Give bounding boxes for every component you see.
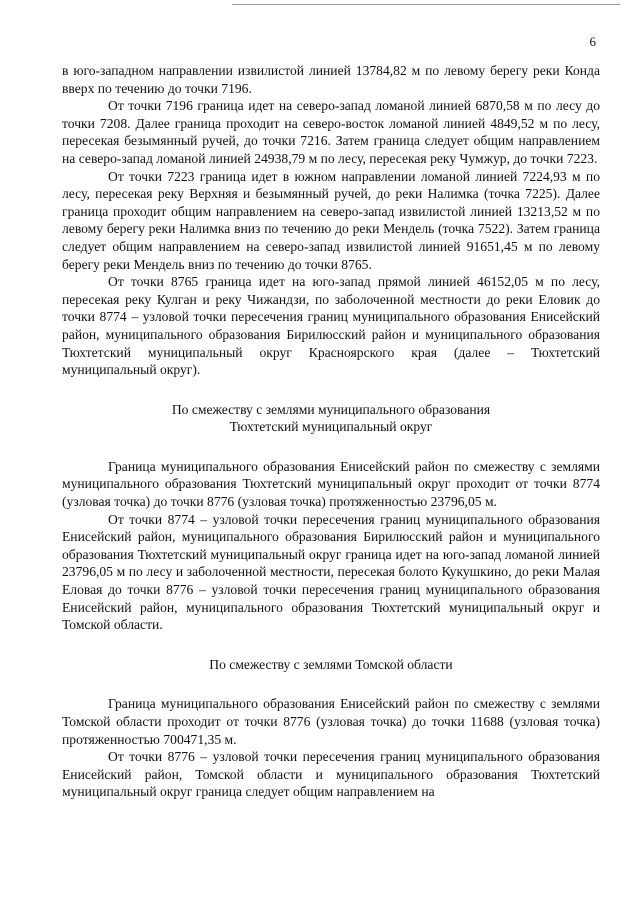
document-body: [62, 62, 600, 801]
section-heading-tomsk: По смежеству с землями Томской области: [209, 656, 453, 672]
paragraph-5: Граница муниципального образования Енисейский район по смежеству с землями муниципального образования Тюхтетский муниципальный округ проходит от точки 8774 (узловая точка) до точки 8776 (узловая точка) протяженностью 23796,05 м.: [62, 458, 600, 510]
section-heading-line-1: По смежеству с землями муниципального образования: [171, 401, 491, 417]
paragraph-8: От точки 8776 – узловой точки пересечения границ муниципального образования Енисейский район, Томской области и муниципального образования Тюхтетский муниципальный округ граница следует общим направлением на: [62, 749, 600, 800]
paragraph-1: в юго-западном направлении извилистой линией 13784,82 м по левому берегу реки Конда вверх по течению до точки 7196.: [62, 63, 600, 96]
spacer: [62, 634, 600, 656]
paragraph-3: От точки 7223 граница идет в южном направлении ломаной линией 7224,93 м по лесу, пересекая реку Верхняя и безымянный ручей, до реки Налимка (точка 7225). Далее граница проходит общим направлением на северо-запад извилистой линией 13213,52 м по левому берегу реки Налимка вниз по течению до реки Мендель (точка 7522). Затем граница следует общим направлением на северо-запад извилистой линией 91651,45 м по левому берегу реки Мендель вниз по течению до точки 8765.: [62, 168, 600, 272]
page-number: 6: [589, 34, 596, 49]
paragraph-4: От точки 8765 граница идет на юго-запад прямой линией 46152,05 м по лесу, пересекая реку Кулган и реку Чижандзи, по заболоченной местности до реки Еловик до точки 8774 – узловой точки пересечения границ муниципального образования Енисейский район, муниципального образования Бирилюсский район и муниципального образования Тюхтетский муниципальный округ Красноярского края (далее – Тюхтетский муниципальный округ).: [62, 274, 600, 378]
top-rule: [232, 4, 620, 5]
spacer: [62, 436, 600, 458]
spacer: [62, 673, 600, 695]
paragraph-2: От точки 7196 граница идет на северо-запад ломаной линией 6870,58 м по лесу до точки 7208. Далее граница проходит на северо-восток ломаной линией 4849,52 м по лесу, пересекая безымянный ручей, до точки 7216. Затем граница следует общим направлением на северо-запад ломаной линией 24938,79 м по лесу, пересекая реку Чумжур, до точки 7223.: [62, 98, 600, 166]
section-heading-tyukhtet: [62, 401, 600, 436]
paragraph-7: Граница муниципального образования Енисейский район по смежеству с землями Томской области проходит от точки 8776 (узловая точка) до точки 11688 (узловая точка) протяженностью 700471,35 м.: [62, 696, 600, 747]
spacer: [62, 379, 600, 401]
paragraph-6: От точки 8774 – узловой точки пересечения границ муниципального образования Енисейский район, муниципального образования Бирилюсский район и муниципального образования Тюхтетский муниципальный округ граница идет на юго-запад ломаной линией 23796,05 м по лесу и заболоченной местности, пересекая болото Кукушкино, до реки Малая Еловая до точки 8776 – узловой точки пересечения границ муниципального образования Енисейский район, муниципального образования Тюхтетский муниципальный округ и Томской области.: [62, 511, 600, 633]
section-heading-line-2: Тюхтетский муниципальный округ: [229, 419, 433, 435]
